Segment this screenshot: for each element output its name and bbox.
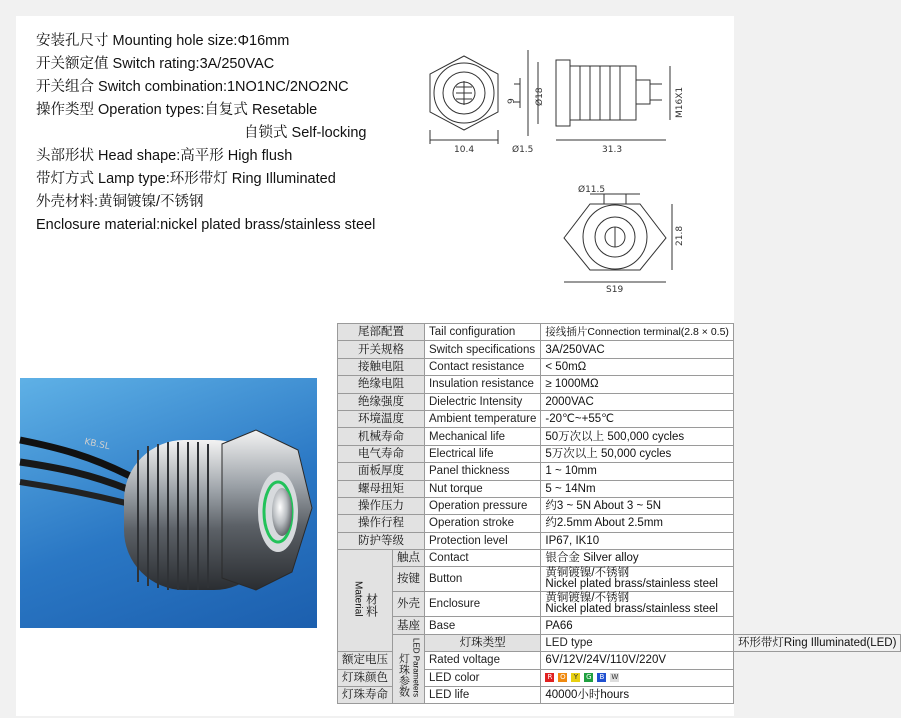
led-group-zh: 灯珠参数 <box>397 653 410 698</box>
table-row: 开关规格 Switch specifications 3A/250VAC <box>338 341 901 358</box>
dim-10-4: 10.4 <box>454 145 475 155</box>
dim-31-3: 31.3 <box>602 145 623 155</box>
table-row: 面板厚度 Panel thickness 1 ~ 10mm <box>338 463 901 480</box>
push-button-illustration <box>20 378 317 628</box>
front-view-drawing <box>418 48 510 158</box>
table-row: 按键 Button 黄铜镀镍/不锈钢 Nickel plated brass/stainless steel <box>338 567 901 592</box>
table-row: 接触电阻 Contact resistance < 50mΩ <box>338 358 901 375</box>
table-row: 绝缘电阻 Insulation resistance ≥ 1000MΩ <box>338 376 901 393</box>
led-color-swatches <box>541 669 734 686</box>
spec-lamp-type: 带灯方式 Lamp type:环形带灯 Ring Illuminated <box>36 171 336 187</box>
dim-18: Ø18 <box>535 87 545 106</box>
rear-view-drawing <box>560 182 690 295</box>
table-row: 防护等级 Protection level IP67, IK10 <box>338 532 901 549</box>
table-row: 机械寿命 Mechanical life 50万次以上 500,000 cycles <box>338 428 901 445</box>
product-photo <box>20 378 317 628</box>
spec-self-locking: 自锁式 Self-locking <box>244 125 367 141</box>
side-view-drawing <box>506 48 696 158</box>
table-row: 尾部配置 Tail configuration 接线插片Connection terminal(2.8 × 0.5) <box>338 324 901 341</box>
table-row: Material 材料 触点 Contact 银合金 Silver alloy <box>338 550 901 567</box>
dim-s19: S19 <box>606 285 624 295</box>
material-group-en: Material <box>352 581 364 617</box>
table-row: 额定电压 Rated voltage 6V/12V/24V/110V/220V <box>338 652 901 669</box>
led-group-en: LED Parameters <box>411 638 421 698</box>
table-row: 灯珠参数 LED Parameters 灯珠类型 LED type 环形带灯Ring Illuminated(LED) <box>338 634 901 651</box>
spec-enclosure-en: Enclosure material:nickel plated brass/stainless steel <box>36 217 376 233</box>
spec-enclosure-zh: 外壳材料:黄铜镀镍/不锈钢 <box>36 194 204 210</box>
table-row: 电气寿命 Electrical life 5万次以上 50,000 cycles <box>338 445 901 462</box>
led-color-swatch: B <box>597 673 606 682</box>
table-row: 操作行程 Operation stroke 约2.5mm About 2.5mm <box>338 515 901 532</box>
table-row: 螺母扭矩 Nut torque 5 ~ 14Nm <box>338 480 901 497</box>
led-color-swatch: G <box>586 673 592 682</box>
dim-m16: M16X1 <box>675 86 685 118</box>
spec-switch-rating: 开关额定值 Switch rating:3A/250VAC <box>36 56 275 72</box>
table-row: 外壳 Enclosure 黄铜镀镍/不锈钢 Nickel plated brass/stainless steel <box>338 592 901 617</box>
led-group-cell <box>393 634 425 704</box>
spec-switch-combination: 开关组合 Switch combination:1NO1NC/2NO2NC <box>36 79 349 95</box>
spec-table <box>337 323 901 704</box>
spec-operation-types: 操作类型 Operation types:自复式 Resetable <box>36 102 318 118</box>
dim-1-5: Ø1.5 <box>512 145 534 155</box>
led-color-swatch: O <box>560 673 566 682</box>
material-group-zh: 材料 <box>364 592 379 617</box>
led-color-swatch: Y <box>571 673 580 682</box>
dim-11-5: Ø11.5 <box>578 185 606 195</box>
cable-label: KB.SL <box>83 437 111 453</box>
table-row: 环境温度 Ambient temperature -20℃~+55℃ <box>338 410 901 427</box>
table-row: 操作压力 Operation pressure 约3 ~ 5N About 3 ~ 5N <box>338 497 901 514</box>
table-row: 灯珠颜色 LED color R O Y G B W <box>338 669 901 686</box>
led-color-swatch: W <box>611 673 619 682</box>
dim-9: 9 <box>507 98 517 104</box>
spec-list <box>36 30 375 237</box>
table-row: 绝缘强度 Dielectric Intensity 2000VAC <box>338 393 901 410</box>
material-group-cell <box>338 550 393 652</box>
spec-head-shape: 头部形状 Head shape:高平形 High flush <box>36 148 293 164</box>
led-color-swatch: R <box>545 673 554 682</box>
table-row: 基座 Base PA66 <box>338 617 901 634</box>
table-row: 灯珠寿命 LED life 40000小时hours <box>338 687 901 704</box>
dim-21-8: 21.8 <box>675 225 685 246</box>
spec-mounting-hole: 安装孔尺寸 Mounting hole size:Φ16mm <box>36 33 290 49</box>
